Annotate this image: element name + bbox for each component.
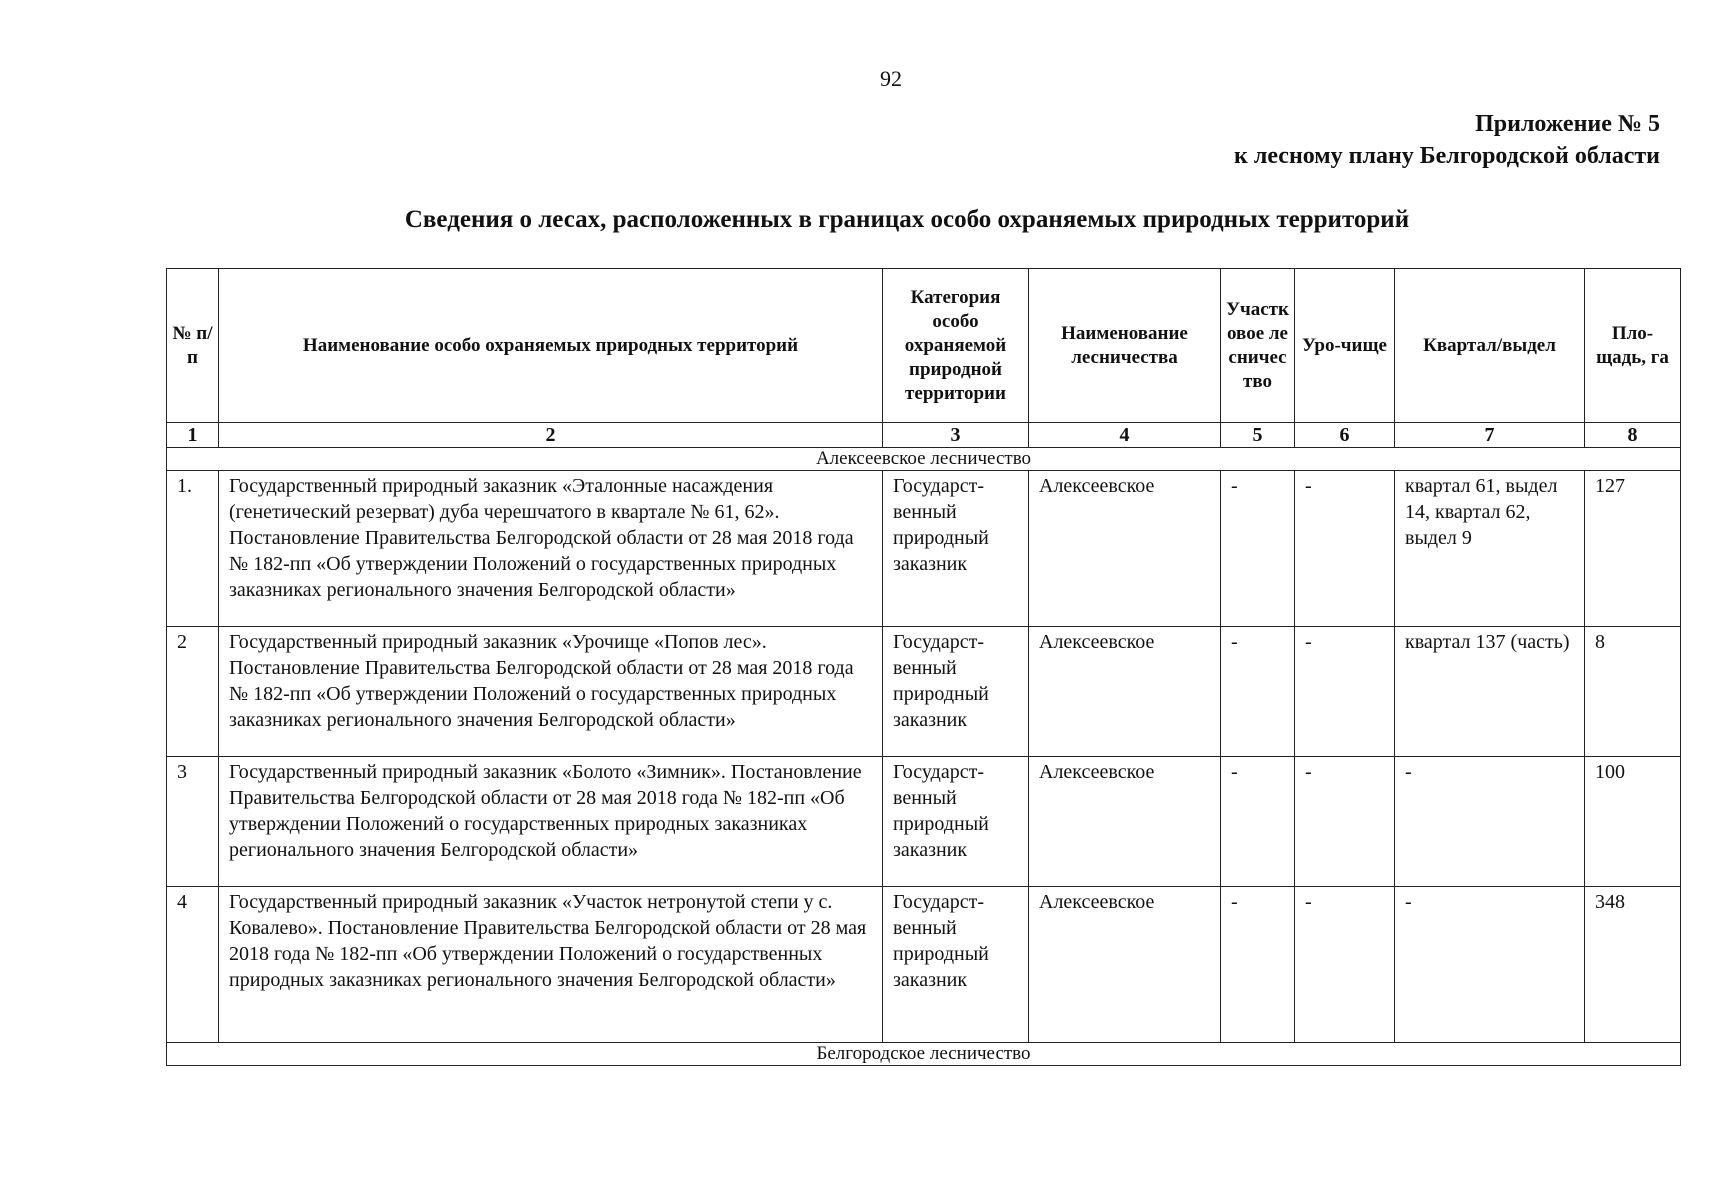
row-quarter: квартал 137 (часть) [1395, 627, 1585, 757]
document-title: Сведения о лесах, расположенных в границах особо охраняемых природных территорий [404, 206, 1410, 233]
row-number: 2 [167, 627, 219, 757]
column-number: 6 [1295, 423, 1395, 448]
column-number: 4 [1029, 423, 1221, 448]
appendix-line-1: Приложение № 5 [1475, 111, 1660, 137]
column-number-row [167, 423, 1681, 448]
page-number: 92 [880, 66, 902, 91]
table-row [167, 757, 1681, 887]
header-quarter: Квартал/выдел [1395, 269, 1585, 423]
header-district-forestry: Участковое лесничество [1221, 269, 1295, 423]
row-name: Государственный природный заказник «Эталонные насаждения (генетический резерват) дуба черешчатого в квартале № 61, 62». Постановление Правительства Белгородской области от 28 мая 2018 года № 182-пп «Об утверждении Положений о государственных природных заказниках регионального значения Белгородской области» [219, 471, 883, 627]
row-forestry: Алексеевское [1029, 887, 1221, 1043]
row-district: - [1221, 471, 1295, 627]
row-district: - [1221, 627, 1295, 757]
header-category: Категория особо охраняемой природной территории [883, 269, 1029, 423]
row-forestry: Алексеевское [1029, 627, 1221, 757]
appendix-heading [1234, 108, 1660, 172]
row-name: Государственный природный заказник «Урочище «Попов лес». Постановление Правительства Белгородской области от 28 мая 2018 года № 182-пп «Об утверждении Положений о государственных природных заказниках регионального значения Белгородской области» [219, 627, 883, 757]
row-category: Государст-венный природный заказник [883, 627, 1029, 757]
row-category: Государст-венный природный заказник [883, 887, 1029, 1043]
row-area: 348 [1585, 887, 1681, 1043]
row-name: Государственный природный заказник «Участок нетронутой степи у с. Ковалево». Постановление Правительства Белгородской области от 28 мая 2018 года № 182-пп «Об утверждении Положений о государственных природных заказниках регионального значения Белгородской области» [219, 887, 883, 1043]
row-district: - [1221, 887, 1295, 1043]
column-number: 2 [219, 423, 883, 448]
column-number: 1 [167, 423, 219, 448]
header-forestry: Наименование лесничества [1029, 269, 1221, 423]
row-number: 4 [167, 887, 219, 1043]
row-number: 1. [167, 471, 219, 627]
row-number: 3 [167, 757, 219, 887]
row-tract: - [1295, 471, 1395, 627]
table-header-row [167, 269, 1681, 423]
table-row [167, 627, 1681, 757]
row-tract: - [1295, 627, 1395, 757]
row-area: 100 [1585, 757, 1681, 887]
row-tract: - [1295, 887, 1395, 1043]
row-name: Государственный природный заказник «Болото «Зимник». Постановление Правительства Белгородской области от 28 мая 2018 года № 182-пп «Об утверждении Положений о государственных природных заказниках регионального значения Белгородской области» [219, 757, 883, 887]
column-number: 5 [1221, 423, 1295, 448]
protected-areas-table [166, 268, 1681, 1066]
row-quarter: - [1395, 757, 1585, 887]
table-row [167, 887, 1681, 1043]
table-row [167, 471, 1681, 627]
header-area: Пло-щадь, га [1585, 269, 1681, 423]
row-category: Государст-венный природный заказник [883, 757, 1029, 887]
header-number: № п/п [167, 269, 219, 423]
column-number: 7 [1395, 423, 1585, 448]
row-quarter: квартал 61, выдел 14, квартал 62, выдел 9 [1395, 471, 1585, 627]
section-row-belgorodskoe [167, 1043, 1681, 1066]
row-area: 127 [1585, 471, 1681, 627]
section-title: Алексеевское лесничество [167, 448, 1681, 471]
column-number: 8 [1585, 423, 1681, 448]
section-row-alekseevskoe [167, 448, 1681, 471]
row-category: Государст-венный природный заказник [883, 471, 1029, 627]
row-forestry: Алексеевское [1029, 757, 1221, 887]
row-area: 8 [1585, 627, 1681, 757]
row-forestry: Алексеевское [1029, 471, 1221, 627]
row-quarter: - [1395, 887, 1585, 1043]
row-tract: - [1295, 757, 1395, 887]
header-name: Наименование особо охраняемых природных территорий [219, 269, 883, 423]
appendix-line-2: к лесному плану Белгородской области [1234, 143, 1660, 169]
section-title: Белгородское лесничество [167, 1043, 1681, 1066]
header-tract: Уро-чище [1295, 269, 1395, 423]
row-district: - [1221, 757, 1295, 887]
column-number: 3 [883, 423, 1029, 448]
